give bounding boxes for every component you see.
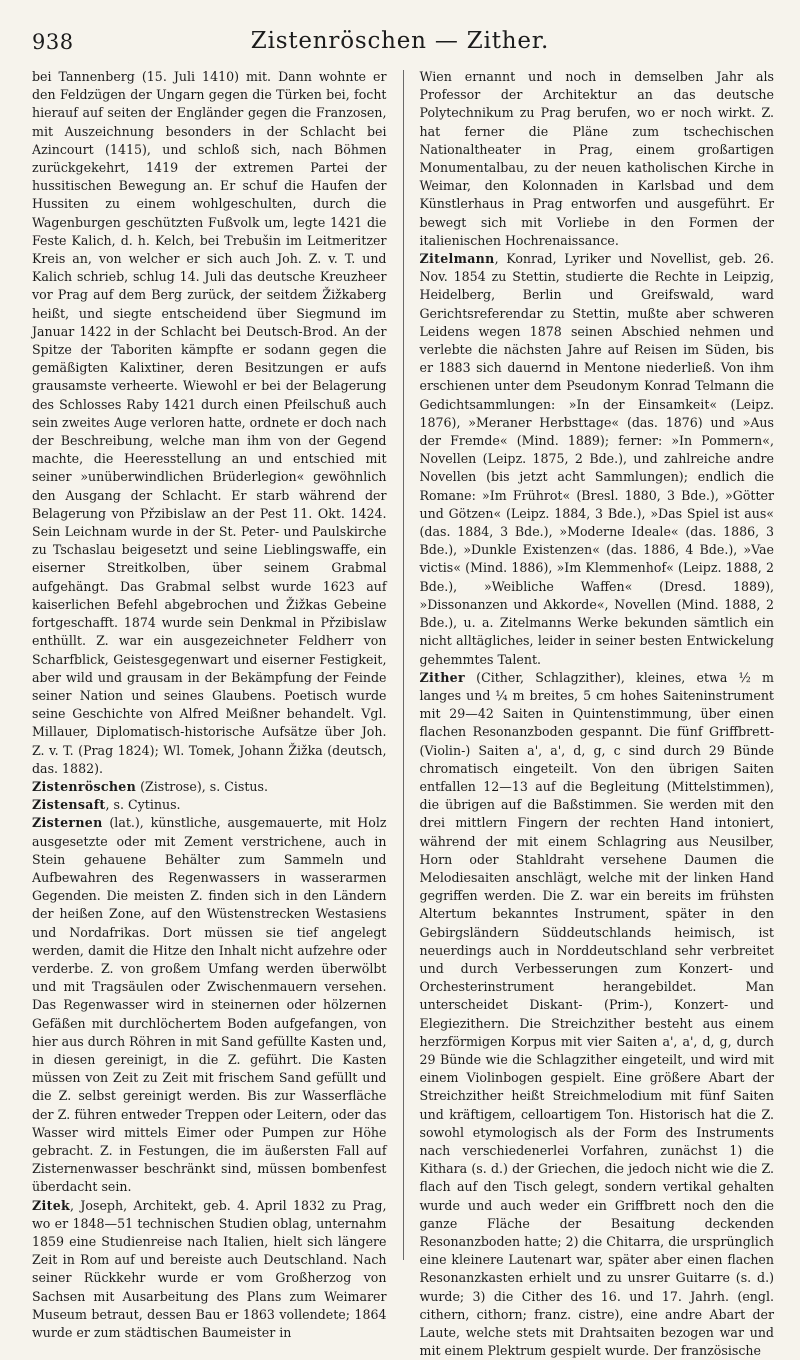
entry-headword: Zistenröschen (32, 778, 137, 794)
entry-zisternen (32, 814, 387, 1196)
column-divider (403, 70, 404, 1260)
entry-zitek (32, 1197, 387, 1343)
entry-text: , Konrad, Lyriker und Novellist, geb. 26. Nov. 1854 zu Stettin, studierte die Rechte in Leipzig, Heidelberg, Berlin und Greifswald, ward Gerichtsreferendar zu Stettin, mußte aber schweren Leidens wegen 1878 seinen Abschied nehmen und verlebte die nächsten Jahre auf Reisen im Süden, bis er 1883 sich dauernd in Mentone niederließ. Von ihm erschienen unter dem Pseudonym Konrad Telmann die Gedichtsammlungen: »In der Einsamkeit« (Leipz. 1876), »Meraner Herbsttage« (das. 1876) und »Aus der Fremde« (Mind. 1889); ferner: »In Pommern«, Novellen (Leipz. 1875, 2 Bde.), und zahlreiche andre Novellen (bis jetzt acht Sammlungen); endlich die Romane: »Im Frührot« (Bresl. 1880, 3 Bde.), »Götter und Götzen« (Leipz. 1884, 3 Bde.), »Das Spiel ist aus« (das. 1884, 3 Bde.), »Moderne Ideale« (das. 1886, 3 Bde.), »Dunkle Existenzen« (das. 1886, 4 Bde.), »Vae victis« (Mind. 1886), »Im Klemmenhof« (Leipz. 1888, 2 Bde.), »Weibliche Waffen« (Dresd. 1889), »Dissonanzen und Akkorde«, Novellen (Mind. 1888, 2 Bde.), u. a. Zitelmanns Werke bekunden sämtlich ein nicht alltägliches, leider in seiner besten Entwickelung gehemmtes Talent. (419, 251, 774, 667)
entry-text: , Joseph, Architekt, geb. 4. April 1832 zu Prag, wo er 1848—51 technischen Studien oblag, unternahm 1859 eine Studienreise nach Italien, hielt sich längere Zeit in Rom auf und bereiste auch Deutschland. Nach seiner Rückkehr wurde er vom Großherzog von Sachsen mit Ausarbeitung des Plans zum Weimarer Museum betraut, dessen Bau er 1863 vollendete; 1864 wurde er zum städtischen Baumeister in (32, 1197, 387, 1341)
left-column (32, 68, 387, 1341)
page-number: 938 (32, 30, 74, 54)
entry-zitelmann (420, 250, 775, 669)
entry-zistensaft (32, 796, 387, 814)
text-columns (32, 68, 774, 1359)
entry-zitek-continuation: Wien ernannt und noch in demselben Jahr als Professor der Architektur an das deutsche Polytechnikum zu Prag berufen, wo er noch wirkt. Z. hat ferner die Pläne zum tschechischen Nationaltheater in Prag, einem großartigen Monumentalbau, zu der neuen katholischen Kirche in Weimar, den Kolonnaden in Karlsbad und dem Künstlerhaus in Prag entworfen und ausgeführt. Er bewegt sich mit Vorliebe in den Formen der italienischen Hochrenaissance. (419, 69, 774, 248)
entry-text: (Zistrose), s. Cistus. (136, 778, 268, 794)
entry-zizka-continuation: bei Tannenberg (15. Juli 1410) mit. Dann wohnte er den Feldzügen der Ungarn gegen die Türken bei, focht hierauf auf seiten der Engländer gegen die Franzosen, mit Auszeichnung besonders in der Schlacht bei Azincourt (1415), und schloß sich, nach Böhmen zurückgekehrt, 1419 der extremen Partei der hussitischen Bewegung an. Er schuf die Haufen der Hussiten zu einem wohlgeschulten, durch die Wagenburgen geschützten Fußvolk um, legte 1421 die Feste Kalich, d. h. Kelch, bei Trebušin im Leitmeritzer Kreis an, von welcher er sich auch Joh. Z. v. T. und Kalich schrieb, schlug 14. Juli das deutsche Kreuzheer vor Prag auf dem Berg zurück, der seitdem Žižkaberg heißt, und siegte entscheidend über Siegmund im Januar 1422 in der Schlacht bei Deutsch-Brod. An der Spitze der Taboriten kämpfte er sodann gegen die gemäßigten Kalixtiner, deren Besitzungen er aufs grausamste verheerte. Wiewohl er bei der Belagerung des Schlosses Raby 1421 durch einen Pfeilschuß auch sein zweites Auge verloren hatte, ordnete er doch nach der Beschreibung, welche man ihm von der Gegend machte, die Heeresstellung an und entschied mit seiner »unüberwindlichen Brüderlegion« gewöhnlich den Ausgang der Schlacht. Er starb während der Belagerung von Přzibislaw an der Pest 11. Okt. 1424. Sein Leichnam wurde in der St. Peter- und Paulskirche zu Tschaslau beigesetzt und seine Lieblingswaffe, ein eiserner Streitkolben, über seinem Grabmal aufgehängt. Das Grabmal selbst wurde 1623 auf kaiserlichen Befehl abgebrochen und Žižkas Gebeine fortgeschafft. 1874 wurde sein Denkmal in Přzibislaw enthüllt. Z. war ein ausgezeichneter Feldherr von Scharfblick, Geistesgegenwart und eiserner Festigkeit, aber wild und grausam in der Bekämpfung der Feinde seiner Nation und seines Glaubens. Poetisch wurde seine Geschichte von Alfred Meißner behandelt. Vgl. Millauer, Diplomatisch-historische Aufsätze über Joh. Z. v. T. (Prag 1824); Wl. Tomek, Johann Žižka (deutsch, das. 1882). (32, 69, 387, 776)
entry-headword: Zistensaft (32, 797, 106, 813)
right-column (419, 68, 775, 1359)
entry-text: (lat.), künstliche, ausgemauerte, mit Holz ausgesetzte oder mit Zement verstrichene, auch in Stein gehauene Behälter zum Sammeln und Aufbewahren des Regenwassers in wasserarmen Gegenden. Die meisten Z. finden sich in den Ländern der heißen Zone, auf den Wüstenstrecken Westasiens und Nordafrikas. Dort müssen sie tief angelegt werden, damit die Hitze den Inhalt nicht aufzehre oder verderbe. Z. von großem Umfang werden überwölbt und mit Tragsäulen oder Zwischenmauern versehen. Das Regenwasser wird in steinernen oder hölzernen Gefäßen mit durchlöchertem Boden aufgefangen, von hier aus durch Röhren in mit Sand gefüllte Kasten und, in diesen gereinigt, in die Z. geführt. Die Kasten müssen von Zeit zu Zeit mit frischem Sand gefüllt und die Z. selbst gereinigt werden. Bis zur Wasserfläche der Z. führen entweder Treppen oder Leitern, oder das Wasser wird mittels Eimer oder Pumpen zur Höhe gebracht. Z. in Festungen, die im äußersten Fall auf Zisternenwasser beschränkt sind, müssen bombenfest überdacht sein. (32, 815, 387, 1195)
running-head: Zistenröschen — Zither. (250, 28, 550, 54)
entry-headword: Zitek (32, 1197, 71, 1213)
entry-text: , s. Cytinus. (105, 797, 181, 813)
entry-zither (420, 669, 775, 1360)
entry-zistenroeschen (32, 778, 387, 796)
entry-headword: Zisternen (32, 815, 103, 831)
page-header (32, 26, 768, 62)
entry-headword: Zither (419, 669, 465, 685)
entry-headword: Zitelmann (419, 251, 495, 267)
entry-text: (Cither, Schlagzither), kleines, etwa ½ m langes und ¼ m breites, 5 cm hohes Saiteninstrument mit 29—42 Saiten in Quintenstimmung, über einen flachen Resonanzboden gespannt. Die fünf Griffbrett- (Violin-) Saiten a', a', d, g, c sind durch 29 Bünde chromatisch eingeteilt. Von den übrigen Saiten entfallen 12—13 auf die Begleitung (Mittelstimmen), die übrigen auf die Baßstimmen. Sie werden mit den drei mittlern Fingern der rechten Hand intoniert, während der mit einem Schlagring aus Neusilber, Horn oder Stahldraht versehene Daumen die Melodiesaiten anschlägt, welche mit der linken Hand gegriffen werden. Die Z. war ein bereits im frühsten Altertum bekanntes Instrument, später in den Gebirgsländern Süddeutschlands heimisch, ist neuerdings auch in Norddeutschland sehr verbreitet und durch Verbesserungen zum Konzert- und Orchesterinstrument herangebildet. Man unterscheidet Diskant- (Prim-), Konzert- und Elegiezithern. Die Streichzither besteht aus einem herzförmigen Korpus mit vier Saiten a', a', d, g, durch 29 Bünde wie die Schlagzither eingeteilt, und wird mit einem Violinbogen gespielt. Eine größere Abart der Streichzither heißt Streichmelodium mit fünf Saiten und kräftigem, celloartigem Ton. Historisch hat die Z. sowohl etymologisch als der Form des Instruments nach verschiedenerlei Vorfahren, zunächst 1) die Kithara (s. d.) der Griechen, die jedoch nicht wie die Z. flach auf den Tisch gelegt, sondern vertikal gehalten wurde und auch weder ein Griffbrett noch den die ganze Fläche der Besaitung deckenden Resonanzboden hatte; 2) die Chitarra, die ursprünglich eine kleinere Lautenart war, später aber einen flachen Resonanzkasten erhielt und zu unsrer Guitarre (s. d.) wurde; 3) die Cither des 16. und 17. Jahrh. (engl. cithern, cithorn; franz. cistre), eine andre Abart der Laute, welche stets mit Drahtsaiten bezogen war und mit einem Plektrum gespielt wurde. Der französische (419, 669, 774, 1359)
